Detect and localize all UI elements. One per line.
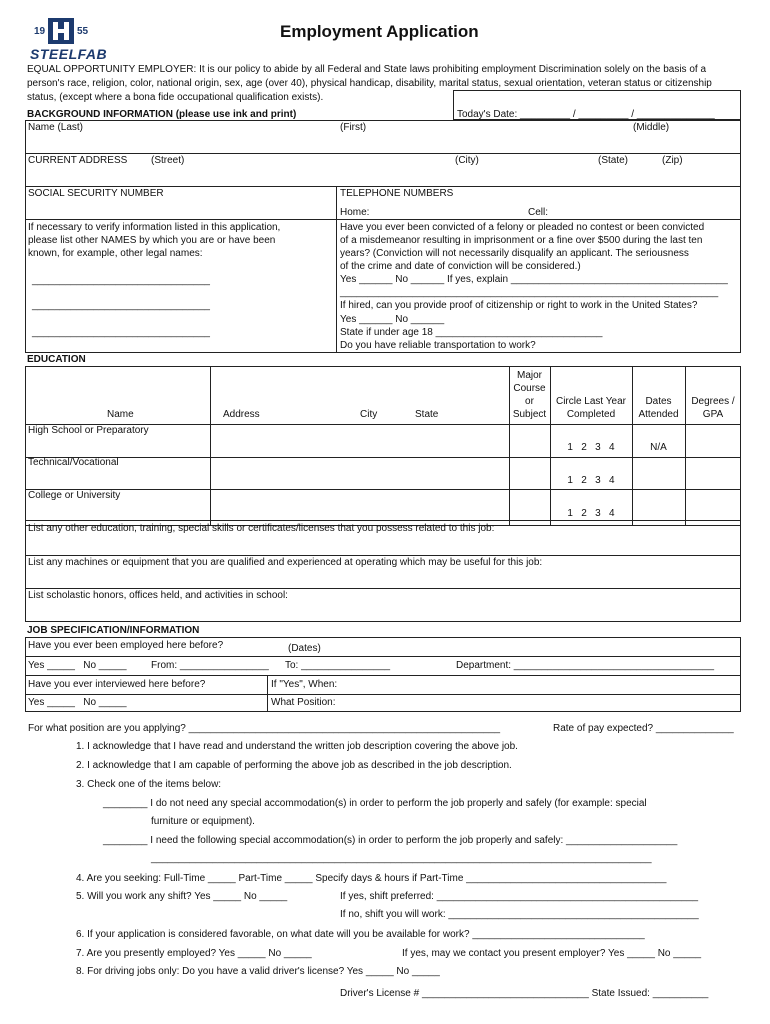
telephone-label: TELEPHONE NUMBERS [340, 188, 454, 199]
acknowledge-1: 1. I acknowledge that I have read and understand the written job description covering the above job. [76, 741, 518, 752]
divider [25, 457, 741, 458]
other-names-text: known, for example, other legal names: [28, 248, 203, 259]
education-heading: EDUCATION [27, 354, 86, 365]
transportation-question: Do you have reliable transportation to work? [340, 340, 536, 351]
accommodation-line[interactable]: __________________________________________________________________________________________ [151, 853, 652, 864]
interview-when-field[interactable]: If "Yes", When: [271, 679, 338, 690]
company-logo [30, 16, 110, 64]
under-18-field[interactable]: State if under age 18 ______________________________ [340, 327, 603, 338]
name-last-field[interactable]: Name (Last) [28, 122, 84, 133]
zip-field[interactable]: (Zip) [662, 155, 683, 166]
any-shift-question[interactable]: 5. Will you work any shift? Yes _____ No _____ [76, 891, 288, 902]
ssn-field[interactable]: SOCIAL SECURITY NUMBER [28, 188, 164, 199]
drivers-license-question[interactable]: 8. For driving jobs only: Do you have a valid driver's license? Yes _____ No _____ [76, 966, 440, 977]
from-date-field[interactable]: From: ________________ [151, 660, 269, 671]
col-header-major: Subject [512, 409, 547, 420]
logo-wordmark: STEELFAB [30, 46, 108, 62]
col-header-dates: Attended [638, 409, 679, 420]
table-row-label: High School or Preparatory [28, 425, 149, 436]
divider [25, 153, 741, 154]
felony-answer-field[interactable]: Yes ______ No ______ If yes, explain _______________________________________ [340, 274, 728, 285]
need-accommodation-option[interactable]: ________ I need the following special accommodation(s) in order to perform the job properly and safely: ____________________ [103, 835, 678, 846]
felony-explain-line[interactable]: ____________________________________________________________________ [340, 287, 719, 298]
interview-position-field[interactable]: What Position: [271, 697, 336, 708]
col-header-name: Name [107, 409, 134, 420]
dates-label: (Dates) [288, 643, 321, 654]
street-field[interactable]: (Street) [151, 155, 185, 166]
contact-employer-question[interactable]: If yes, may we contact you present employer? Yes _____ No _____ [402, 948, 702, 959]
felony-question: Have you ever been convicted of a felony or pleaded no contest or been convicted [340, 222, 705, 233]
city-field[interactable]: (City) [455, 155, 479, 166]
divider [25, 675, 741, 676]
no-accommodation-option-cont: furniture or equipment). [151, 816, 255, 827]
col-header-circle-year: Circle Last Year [555, 396, 627, 407]
job-heading: JOB SPECIFICATION/INFORMATION [27, 625, 200, 636]
felony-question: of a misdemeanor resulting in imprisonment or a fine over $500 during the last ten [340, 235, 703, 246]
eeo-line-1: EQUAL OPPORTUNITY EMPLOYER: It is our policy to abide by all Federal and State laws prohibiting employment Discrimination solely on the basis of a [27, 64, 707, 75]
honors-label: List scholastic honors, offices held, and activities in school: [28, 590, 288, 601]
other-training-label: List any other education, training, special skills or certificates/licenses that you possess related to this job: [28, 523, 495, 534]
divider [25, 694, 741, 695]
year-completed-options[interactable]: 1 2 3 4 [567, 442, 615, 453]
divider [25, 219, 741, 220]
shift-preferred-field[interactable]: If yes, shift preferred: _______________________________________________ [340, 891, 699, 902]
year-completed-options[interactable]: 1 2 3 4 [567, 475, 615, 486]
other-names-text: If necessary to verify information listed in this application, [28, 222, 281, 233]
name-first-field[interactable]: (First) [340, 122, 367, 133]
acknowledge-2: 2. I acknowledge that I am capable of performing the above job as described in the job description. [76, 760, 512, 771]
position-applying-field[interactable]: For what position are you applying? ________________________________________________________ [28, 723, 501, 734]
felony-question: of the crime and date of conviction will be considered.) [340, 261, 581, 272]
no-accommodation-option[interactable]: ________ I do not need any special accommodation(s) in order to perform the job properly and safely (for example: special [103, 798, 647, 809]
dates-attended-value: N/A [650, 442, 667, 453]
divider [685, 366, 686, 526]
license-number-field[interactable]: Driver's License # ______________________________ State Issued: __________ [340, 988, 709, 999]
divider [25, 656, 741, 657]
todays-date-field[interactable]: Today's Date: _________ / _________ / ______________ [457, 109, 715, 120]
felony-question: years? (Conviction will not necessarily disqualify an applicant. The seriousness [340, 248, 689, 259]
logo-mark-icon [47, 17, 75, 45]
divider [267, 675, 268, 712]
machines-label: List any machines or equipment that you are qualified and experienced at operating which may be useful for this job: [28, 557, 543, 568]
table-row-label: Technical/Vocational [28, 457, 119, 468]
logo-year-left: 19 [34, 26, 46, 37]
page-title: Employment Application [280, 22, 479, 41]
col-header-major: Course [513, 383, 546, 394]
citizenship-question: If hired, can you provide proof of citizenship or right to work in the United States? [340, 300, 698, 311]
col-header-city: City [360, 409, 378, 420]
divider [336, 186, 337, 353]
shift-will-work-field[interactable]: If no, shift you will work: _____________________________________________ [340, 909, 699, 920]
col-header-major: Major [516, 370, 542, 381]
check-one-label: 3. Check one of the items below: [76, 779, 222, 790]
presently-employed-question[interactable]: 7. Are you presently employed? Yes _____ No _____ [76, 948, 312, 959]
name-middle-field[interactable]: (Middle) [633, 122, 670, 133]
year-completed-options[interactable]: 1 2 3 4 [567, 508, 615, 519]
interviewed-answer[interactable]: Yes _____ No _____ [28, 697, 127, 708]
col-header-degrees: Degrees / [691, 396, 735, 407]
cell-phone-field[interactable]: Cell: [528, 207, 549, 218]
seeking-question[interactable]: 4. Are you seeking: Full-Time _____ Part-Time _____ Specify days & hours if Part-Time ____________________________________ [76, 873, 667, 884]
col-header-circle-year: Completed [566, 409, 616, 420]
other-name-line-1[interactable]: ________________________________ [32, 275, 210, 286]
eeo-line-3: status, (except where a bona fide occupational qualification exists). [27, 92, 324, 103]
rate-of-pay-field[interactable]: Rate of pay expected? ______________ [553, 723, 734, 734]
home-phone-field[interactable]: Home: [340, 207, 370, 218]
divider [25, 186, 741, 187]
table-row-label: College or University [28, 490, 121, 501]
logo-year-right: 55 [77, 26, 89, 37]
eeo-line-2: person's race, religion, color, national origin, sex, age (over 40), physical handicap, disability, marital status, sexual orientation, veteran status or citizenship [27, 78, 712, 89]
other-name-line-2[interactable]: ________________________________ [32, 300, 210, 311]
citizenship-answer-field[interactable]: Yes ______ No ______ [340, 314, 445, 325]
col-header-major: or [525, 396, 534, 407]
to-date-field[interactable]: To: ________________ [285, 660, 391, 671]
interviewed-question: Have you ever interviewed here before? [28, 679, 206, 690]
col-header-address: Address [223, 409, 260, 420]
col-header-degrees: GPA [702, 409, 724, 420]
employed-before-answer[interactable]: Yes _____ No _____ [28, 660, 127, 671]
background-heading: BACKGROUND INFORMATION (please use ink and print) [27, 109, 297, 120]
other-names-text: please list other NAMES by which you are or have been [28, 235, 276, 246]
availability-date-field[interactable]: 6. If your application is considered favorable, on what date will you be available for work? _______________________________ [76, 929, 645, 940]
col-header-dates: Dates [645, 396, 672, 407]
divider [210, 366, 211, 526]
state-field[interactable]: (State) [598, 155, 629, 166]
department-field[interactable]: Department: ____________________________________ [456, 660, 715, 671]
col-header-state: State [415, 409, 439, 420]
other-name-line-3[interactable]: ________________________________ [32, 327, 210, 338]
current-address-label: CURRENT ADDRESS [28, 155, 128, 166]
divider [25, 489, 741, 490]
employed-before-question: Have you ever been employed here before? [28, 640, 224, 651]
